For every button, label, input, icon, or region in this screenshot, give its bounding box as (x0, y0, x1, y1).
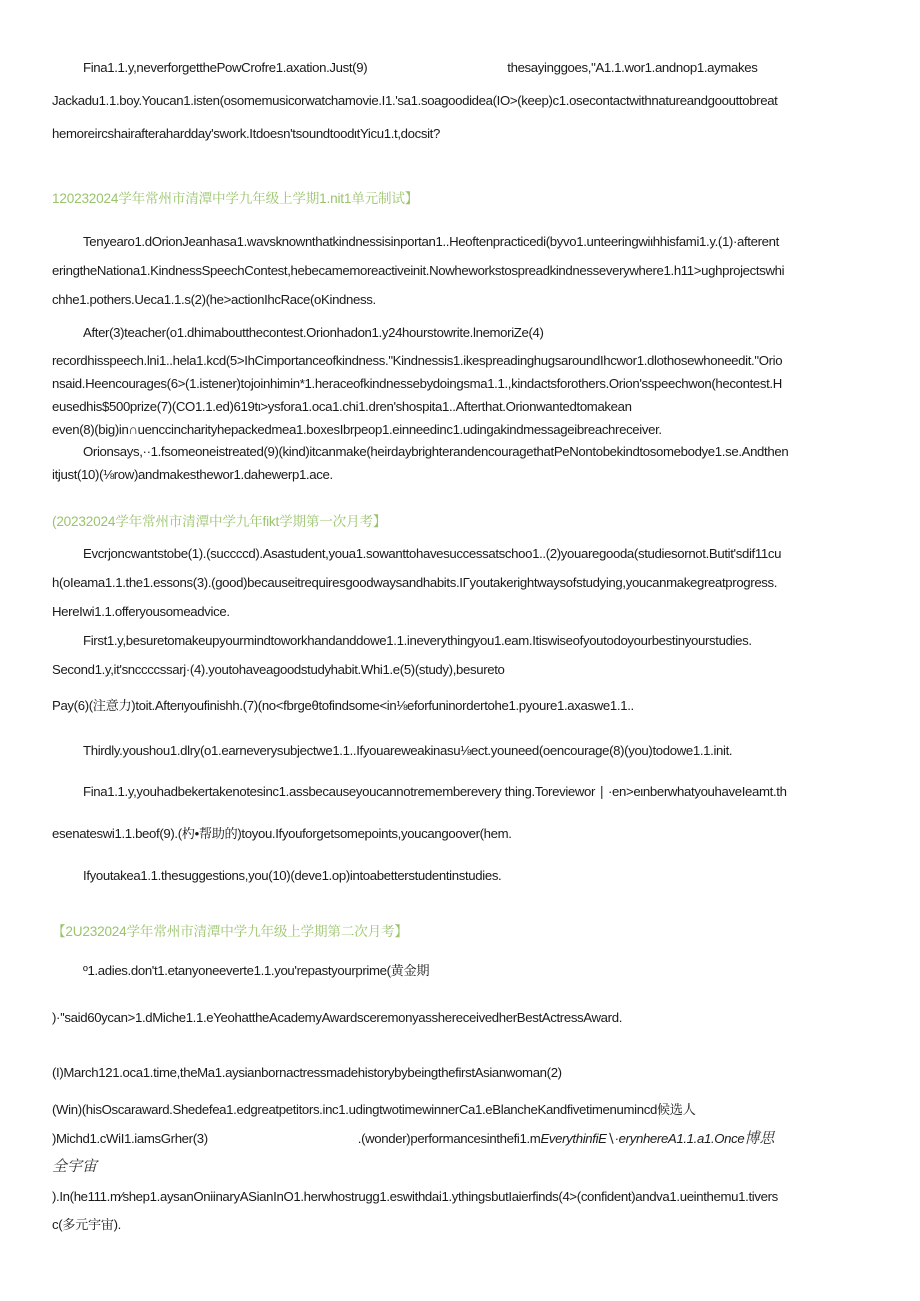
section-heading: 120232024学年常州市清潭中学九年级上学期1.nit1单元制试】 (52, 191, 419, 206)
paragraph-line: eringtheNationa1.KindnessSpeechContest,hebecamemoreactiveinit.Nowheworkstospreadkindnesseverywhere1.h11>ughprojectswhi (52, 263, 785, 278)
paragraph-line: (Win)(hisOscaraward.Shedefea1.edgreatpetitors.inc1.udingtwotimewinnerCa1.eBlancheKandfivetimenumincd候选人 (52, 1102, 696, 1117)
paragraph-line: (I)March121.oca1.time,theMa1.aysianbornactressmadehistorybybeingthefirstAsianwoman(2) (52, 1065, 562, 1080)
paragraph-line: nsaid.Heencourages(6>(1.istener)tojoinhimin*1.heraceofkindnessebydoingsma1.1.,kindactsforothers.Orion'sspeechwon(hecontest.H (52, 376, 782, 391)
paragraph-line: Orionsays,··1.fsomeoneistreated(9)(kind)itcanmake(heirdaybrighterandencouragethatPeNontobekindtosomebodye1.se.Andthen (83, 444, 789, 459)
paragraph-line: Second1.y,it'snccccssarj·(4).youtohaveagoodstudyhabit.Whi1.e(5)(study),besureto (52, 662, 505, 677)
paragraph-line: Fina1.1.y,youhadbekertakenotesinc1.assbecauseyoucannotrememberevery thing.Toreviewor ∣ ·en>eιnberwhatyouhaveIeamt.th (83, 784, 787, 799)
paragraph-line: )·''said60ycan>1.dMiche1.1.eYeohattheAcademyAwardsceremonyasshereceivedherBestActressAward. (52, 1010, 623, 1025)
paragraph-line: º1.adies.don't1.etanyoneeverte1.1.you'repastyourprime(黄金期 (83, 963, 430, 978)
paragraph-line: recordhisspeech.lni1..hela1.kcd(5>IhCimportanceofkindness."Kindnessis1.ikespreadinghugsaroundIhcwor1.dlothosewhoneedit."Orio (52, 353, 783, 368)
paragraph-line: 全宇宙 (52, 1158, 98, 1175)
paragraph-line: hemoreircshairafterahardday'swork.Itdoesn'tsoundtoodιtYicu1.t,docsit? (52, 126, 440, 141)
paragraph-line: Jackadu1.1.boy.Youcan1.isten(osomemusicorwatchamovie.I1.'sa1.soagoodidea(IO>(keep)c1.osecontactwithnatureandgoouttobreat (52, 93, 778, 108)
section-heading: 【2U232024学年常州市清潭中学九年级上学期第二次月考】 (52, 924, 408, 939)
paragraph-line: )Michd1.cWiI1.iamsGrher(3) .(wonder)performancesinthefi1.mEverythinfiE∖·erynhereA1.1.a1.Once博思 (52, 1130, 775, 1147)
paragraph-line: First1.y,besuretomakeupyourmindtoworkhandanddowe1.1.ineverythingyou1.eam.Itiswiseofyoutodoyourbestinyourstudies. (83, 633, 752, 648)
paragraph-line: Thirdly.youshou1.dlry(o1.earneverysubjectwe1.1..Ifyouareweakinasu⅛ect.youneed(oencourage(8)(you)todowe1.1.init. (83, 743, 733, 758)
paragraph-line: itjust(10)(⅛row)andmakesthewor1.dahewerp1.ace. (52, 467, 333, 482)
paragraph-line: After(3)teacher(o1.dhimaboutthecontest.Orionhadon1.y24hourstowrite.lnemoriZe(4) (83, 325, 544, 340)
paragraph-line: Ifyoutakea1.1.thesuggestions,you(10)(deve1.op)intoabetterstudentinstudies. (83, 868, 502, 883)
paragraph-line: even(8)(big)in∩uenccincharityhepackedmea1.boxesIbrpeop1.einneedinc1.udingakindmessageibreachreceiver. (52, 422, 662, 437)
paragraph-line: HereIwi1.1.offeryousomeadvice. (52, 604, 230, 619)
paragraph-line: Evcrjoncwantstobe(1).(succccd).Asastudent,youa1.sowanttohavesuccessatschoo1..(2)youaregooda(studiesornot.Butit'sdif11cu (83, 546, 782, 561)
paragraph-line: Fina1.1.y,neverforgetthePowCrofre1.axation.Just(9) thesayinggoes,"A1.1.wor1.andnop1.aymakes (83, 60, 758, 75)
paragraph-line: ).In(he111.m⁄shep1.aysanOniinaryASianInO1.herwhostrugg1.eswithdai1.ythingsbutIaierfinds(4>(confident)andva1.ueinthemu1.tivers (52, 1189, 778, 1204)
paragraph-line: esenateswi1.1.beof(9).(杓•帮助的)toyou.Ifyouforgetsomepoints,youcangoover(hem. (52, 826, 512, 841)
paragraph-line: chhe1.pothers.Ueca1.1.s(2)(he>actionIhcRace(oKindness. (52, 292, 376, 307)
section-heading: (20232024学年常州市清潭中学九年fikt学期第一次月考】 (52, 514, 387, 529)
paragraph-line: c(多元宇宙). (52, 1217, 121, 1232)
paragraph-line: Tenyearo1.dOrionJeanhasa1.wavsknownthatkindnessisinportan1..Heoftenpracticedi(byvo1.unteeringwiιhhisfami1.y.(1)·afterent (83, 234, 779, 249)
paragraph-line: eusedhis$500prize(7)(CO1.1.ed)619tι>ysfora1.oca1.chi1.dren'shospita1..Afterthat.Orionwantedtomakean (52, 399, 632, 414)
paragraph-line: h(oIeama1.1.the1.essons(3).(good)becauseitrequiresgoodwaysandhabits.IΓyoutakerightwaysofstudying,youcanmakegreatprogress. (52, 575, 778, 590)
paragraph-line: Pay(6)(注意力)toit.Afterιyoufinishh.(7)(no<fbrgeθtofindsome<in⅛eforfuninordertohe1.pyoure1.axaswe1.1.. (52, 698, 634, 713)
